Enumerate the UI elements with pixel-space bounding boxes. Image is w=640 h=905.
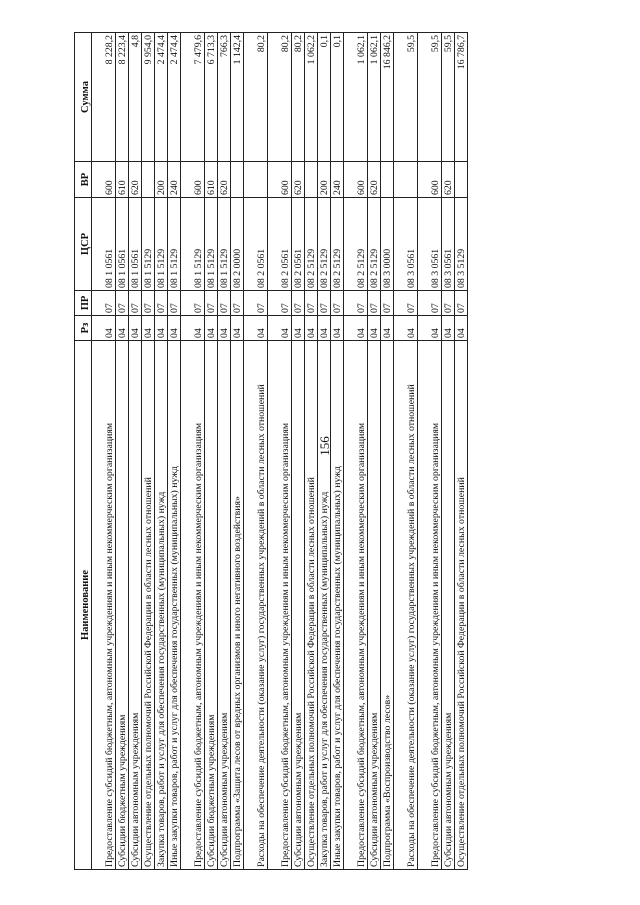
cell-pr: 07 <box>205 291 218 316</box>
cell-rz: 04 <box>442 316 455 341</box>
cell-pr: 07 <box>292 291 305 316</box>
cell-sum: 8 228,2 <box>92 33 116 162</box>
rotated-table-wrapper <box>74 33 560 870</box>
cell-name: Осуществление отдельных полномочий Российской Федерации в области лесных отношений <box>305 341 318 870</box>
cell-sum: 1 062,2 <box>305 33 318 162</box>
cell-csr: 08 2 5129 <box>368 198 381 291</box>
cell-pr: 07 <box>116 291 129 316</box>
cell-pr: 07 <box>244 291 268 316</box>
cell-vr: 240 <box>168 162 181 198</box>
table-row <box>231 33 244 870</box>
cell-csr: 08 1 5129 <box>142 198 155 291</box>
table-row <box>318 33 331 870</box>
header-pr: ПР <box>75 291 92 316</box>
cell-sum: 4,8 <box>129 33 142 162</box>
cell-sum: 8 223,4 <box>116 33 129 162</box>
cell-pr: 07 <box>268 291 292 316</box>
cell-name: Осуществление отдельных полномочий Российской Федерации в области лесных отношений <box>455 341 468 870</box>
cell-name: Осуществление отдельных полномочий Российской Федерации в области лесных отношений <box>142 341 155 870</box>
cell-rz: 04 <box>268 316 292 341</box>
cell-sum: 2 474,4 <box>155 33 168 162</box>
cell-rz: 04 <box>418 316 442 341</box>
header-csr: ЦСР <box>75 198 92 291</box>
cell-vr <box>455 162 468 198</box>
cell-pr: 07 <box>418 291 442 316</box>
cell-sum: 16 786,7 <box>455 33 468 162</box>
table-row <box>181 33 205 870</box>
cell-vr: 200 <box>155 162 168 198</box>
budget-table <box>74 32 468 870</box>
table-row <box>244 33 268 870</box>
header-sum: Сумма <box>75 33 92 162</box>
cell-rz: 04 <box>455 316 468 341</box>
cell-rz: 04 <box>205 316 218 341</box>
cell-csr: 08 3 5129 <box>455 198 468 291</box>
cell-pr: 07 <box>305 291 318 316</box>
cell-name: Субсидии автономным учреждениям <box>129 341 142 870</box>
cell-rz: 04 <box>394 316 418 341</box>
table-row <box>268 33 292 870</box>
cell-rz: 04 <box>116 316 129 341</box>
cell-vr: 600 <box>92 162 116 198</box>
cell-name: Субсидии автономным учреждениям <box>218 341 231 870</box>
cell-rz: 04 <box>129 316 142 341</box>
cell-csr: 08 1 5129 <box>218 198 231 291</box>
cell-csr: 08 1 0561 <box>116 198 129 291</box>
table-row <box>142 33 155 870</box>
table-row <box>305 33 318 870</box>
cell-name: Расходы на обеспечение деятельности (оказание услуг) государственных учреждений в области лесных отношений <box>244 341 268 870</box>
cell-csr: 08 2 5129 <box>305 198 318 291</box>
cell-rz: 04 <box>381 316 394 341</box>
cell-csr: 08 2 0561 <box>244 198 268 291</box>
table-row <box>116 33 129 870</box>
cell-csr: 08 1 5129 <box>205 198 218 291</box>
table-header-row <box>75 33 92 870</box>
cell-pr: 07 <box>181 291 205 316</box>
cell-vr <box>381 162 394 198</box>
header-rz: Рз <box>75 316 92 341</box>
cell-vr: 600 <box>344 162 368 198</box>
cell-csr: 08 2 5129 <box>344 198 368 291</box>
cell-pr: 07 <box>142 291 155 316</box>
cell-vr: 200 <box>318 162 331 198</box>
cell-name: Субсидии бюджетным учреждениям <box>116 341 129 870</box>
cell-name: Предоставление субсидий бюджетным, автономным учреждениям и иным некоммерческим организациям <box>344 341 368 870</box>
table-row <box>381 33 394 870</box>
table-row <box>368 33 381 870</box>
cell-rz: 04 <box>168 316 181 341</box>
cell-pr: 07 <box>381 291 394 316</box>
cell-name: Закупка товаров, работ и услуг для обеспечения государственных (муниципальных) нужд <box>318 341 331 870</box>
cell-vr <box>244 162 268 198</box>
cell-vr <box>305 162 318 198</box>
cell-name: Предоставление субсидий бюджетным, автономным учреждениям и иным некоммерческим организациям <box>181 341 205 870</box>
cell-sum: 7 479,6 <box>181 33 205 162</box>
cell-pr: 07 <box>368 291 381 316</box>
table-row <box>218 33 231 870</box>
cell-pr: 07 <box>442 291 455 316</box>
cell-vr: 600 <box>181 162 205 198</box>
cell-rz: 04 <box>305 316 318 341</box>
cell-csr: 08 3 0561 <box>442 198 455 291</box>
table-row <box>394 33 418 870</box>
cell-vr: 620 <box>218 162 231 198</box>
cell-csr: 08 2 0000 <box>231 198 244 291</box>
cell-name: Субсидии бюджетным учреждениям <box>205 341 218 870</box>
table-row <box>292 33 305 870</box>
cell-csr: 08 2 0561 <box>292 198 305 291</box>
cell-csr: 08 1 0561 <box>92 198 116 291</box>
header-name: Наименование <box>75 341 92 870</box>
page-number: 156 <box>317 436 332 456</box>
cell-name: Иные закупки товаров, работ и услуг для обеспечения государственных (муниципальных) нужд <box>331 341 344 870</box>
table-row <box>331 33 344 870</box>
cell-sum: 9 954,0 <box>142 33 155 162</box>
table-row <box>155 33 168 870</box>
table-row <box>92 33 116 870</box>
cell-pr: 07 <box>168 291 181 316</box>
cell-sum: 766,3 <box>218 33 231 162</box>
cell-csr: 08 2 5129 <box>318 198 331 291</box>
table-row <box>344 33 368 870</box>
cell-pr: 07 <box>218 291 231 316</box>
cell-pr: 07 <box>231 291 244 316</box>
cell-name: Субсидии автономным учреждениям <box>368 341 381 870</box>
cell-sum: 0,1 <box>331 33 344 162</box>
header-vr: ВР <box>75 162 92 198</box>
cell-sum: 1 142,4 <box>231 33 244 162</box>
cell-rz: 04 <box>331 316 344 341</box>
cell-vr: 610 <box>116 162 129 198</box>
cell-vr: 620 <box>292 162 305 198</box>
cell-rz: 04 <box>155 316 168 341</box>
cell-csr: 08 1 0561 <box>129 198 142 291</box>
table-row <box>418 33 442 870</box>
cell-name: Подпрограмма «Защита лесов от вредных организмов и иного негативного воздействия» <box>231 341 244 870</box>
cell-vr: 600 <box>418 162 442 198</box>
cell-sum: 2 474,4 <box>168 33 181 162</box>
cell-rz: 04 <box>318 316 331 341</box>
cell-rz: 04 <box>231 316 244 341</box>
cell-name: Расходы на обеспечение деятельности (оказание услуг) государственных учреждений в области лесных отношений <box>394 341 418 870</box>
cell-sum: 80,2 <box>244 33 268 162</box>
cell-csr: 08 2 5129 <box>331 198 344 291</box>
cell-rz: 04 <box>244 316 268 341</box>
cell-csr: 08 1 5129 <box>181 198 205 291</box>
cell-vr: 620 <box>442 162 455 198</box>
cell-vr: 240 <box>331 162 344 198</box>
table-row <box>455 33 468 870</box>
cell-sum: 80,2 <box>292 33 305 162</box>
cell-rz: 04 <box>368 316 381 341</box>
cell-csr: 08 3 0561 <box>394 198 418 291</box>
cell-name: Иные закупки товаров, работ и услуг для обеспечения государственных (муниципальных) нужд <box>168 341 181 870</box>
cell-rz: 04 <box>292 316 305 341</box>
cell-name: Предоставление субсидий бюджетным, автономным учреждениям и иным некоммерческим организациям <box>268 341 292 870</box>
cell-name: Предоставление субсидий бюджетным, автономным учреждениям и иным некоммерческим организациям <box>418 341 442 870</box>
cell-vr <box>394 162 418 198</box>
cell-vr: 600 <box>268 162 292 198</box>
cell-vr: 620 <box>129 162 142 198</box>
cell-name: Подпрограмма «Воспроизводство лесов» <box>381 341 394 870</box>
cell-pr: 07 <box>455 291 468 316</box>
table-row <box>168 33 181 870</box>
cell-rz: 04 <box>142 316 155 341</box>
cell-pr: 07 <box>344 291 368 316</box>
cell-sum: 59,5 <box>442 33 455 162</box>
cell-rz: 04 <box>92 316 116 341</box>
table-row <box>205 33 218 870</box>
cell-vr <box>142 162 155 198</box>
cell-sum: 1 062,1 <box>368 33 381 162</box>
table-row <box>442 33 455 870</box>
cell-csr: 08 1 5129 <box>155 198 168 291</box>
cell-sum: 80,2 <box>268 33 292 162</box>
cell-sum: 59,5 <box>418 33 442 162</box>
cell-pr: 07 <box>394 291 418 316</box>
cell-pr: 07 <box>318 291 331 316</box>
cell-pr: 07 <box>155 291 168 316</box>
cell-csr: 08 3 0000 <box>381 198 394 291</box>
cell-rz: 04 <box>218 316 231 341</box>
cell-name: Субсидии автономным учреждениям <box>442 341 455 870</box>
cell-sum: 16 846,2 <box>381 33 394 162</box>
cell-rz: 04 <box>344 316 368 341</box>
cell-rz: 04 <box>181 316 205 341</box>
cell-csr: 08 2 0561 <box>268 198 292 291</box>
cell-sum: 59,5 <box>394 33 418 162</box>
cell-csr: 08 3 0561 <box>418 198 442 291</box>
cell-csr: 08 1 5129 <box>168 198 181 291</box>
cell-pr: 07 <box>92 291 116 316</box>
cell-sum: 6 713,3 <box>205 33 218 162</box>
cell-name: Закупка товаров, работ и услуг для обеспечения государственных (муниципальных) нужд <box>155 341 168 870</box>
cell-name: Предоставление субсидий бюджетным, автономным учреждениям и иным некоммерческим организациям <box>92 341 116 870</box>
cell-vr: 610 <box>205 162 218 198</box>
table-row <box>129 33 142 870</box>
cell-pr: 07 <box>331 291 344 316</box>
cell-pr: 07 <box>129 291 142 316</box>
cell-sum: 1 062,1 <box>344 33 368 162</box>
cell-name: Субсидии автономным учреждениям <box>292 341 305 870</box>
table-body <box>92 33 468 870</box>
cell-vr <box>231 162 244 198</box>
cell-vr: 620 <box>368 162 381 198</box>
cell-sum: 0,1 <box>318 33 331 162</box>
